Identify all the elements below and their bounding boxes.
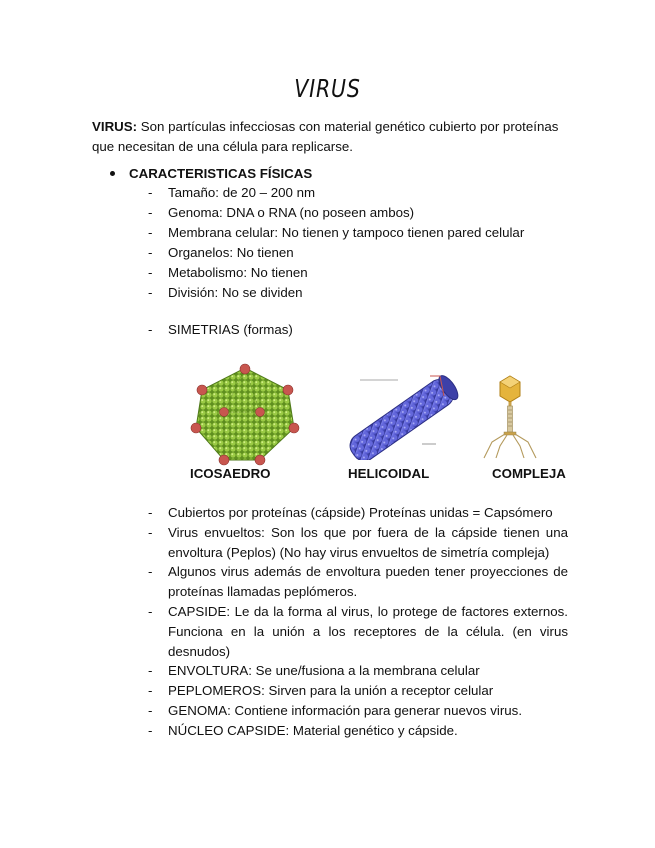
icosahedral-virus-icon	[188, 362, 302, 466]
list-item: - Algunos virus además de envoltura pueden tener proyecciones de proteínas llamadas peplómeros.	[148, 564, 568, 600]
list-item: - NÚCLEO CAPSIDE: Material genético y cápside.	[148, 722, 458, 738]
list-item: - Genoma: DNA o RNA (no poseen ambos)	[148, 205, 415, 220]
list-item: - División: No se dividen	[148, 285, 303, 300]
complex-virus-icon	[480, 374, 540, 460]
helical-virus-icon	[340, 370, 470, 460]
figure-caption-compleja: COMPLEJA	[492, 466, 566, 481]
list-item: - GENOMA: Contiene información para generar nuevos virus.	[148, 702, 523, 718]
list-item: - PEPLOMEROS: Sirven para la unión a receptor celular	[148, 683, 494, 699]
section-title: CARACTERISTICAS FÍSICAS	[129, 166, 313, 181]
list-item: - CAPSIDE: Le da la forma al virus, lo protege de factores externos. Funciona en la unión a los receptores de la célula. (en virus desnudos)	[148, 603, 568, 659]
list-item: - Cubiertos por proteínas (cápside) Proteínas unidas = Capsómero	[148, 505, 553, 520]
figure-caption-icosaedro: ICOSAEDRO	[190, 466, 271, 481]
figure-caption-helicoidal: HELICOIDAL	[348, 466, 430, 481]
intro-paragraph	[92, 117, 572, 157]
list-item: - ENVOLTURA: Se une/fusiona a la membrana celular	[148, 663, 480, 679]
symmetries-heading: - SIMETRIAS (formas)	[148, 322, 293, 337]
intro-term: VIRUS:	[92, 119, 138, 134]
list-item: - Tamaño: de 20 – 200 nm	[148, 185, 316, 200]
list-item: - Virus envueltos: Son los que por fuera de la cápside tienen una envoltura (Peplos) (No hay virus envueltos de simetría compleja)	[148, 524, 568, 560]
section-heading	[110, 166, 312, 181]
characteristics-list	[148, 183, 524, 303]
page-title: VIRUS	[294, 74, 361, 103]
list-item: - Organelos: No tienen	[148, 245, 294, 260]
intro-text: Son partículas infecciosas con material genético cubierto por proteínas que necesitan de una célula para replicarse.	[92, 119, 559, 154]
bullet-icon	[110, 171, 115, 176]
list-item: - Membrana celular: No tienen y tampoco tienen pared celular	[148, 225, 525, 240]
details-list	[148, 503, 568, 741]
list-item: - Metabolismo: No tienen	[148, 265, 308, 280]
